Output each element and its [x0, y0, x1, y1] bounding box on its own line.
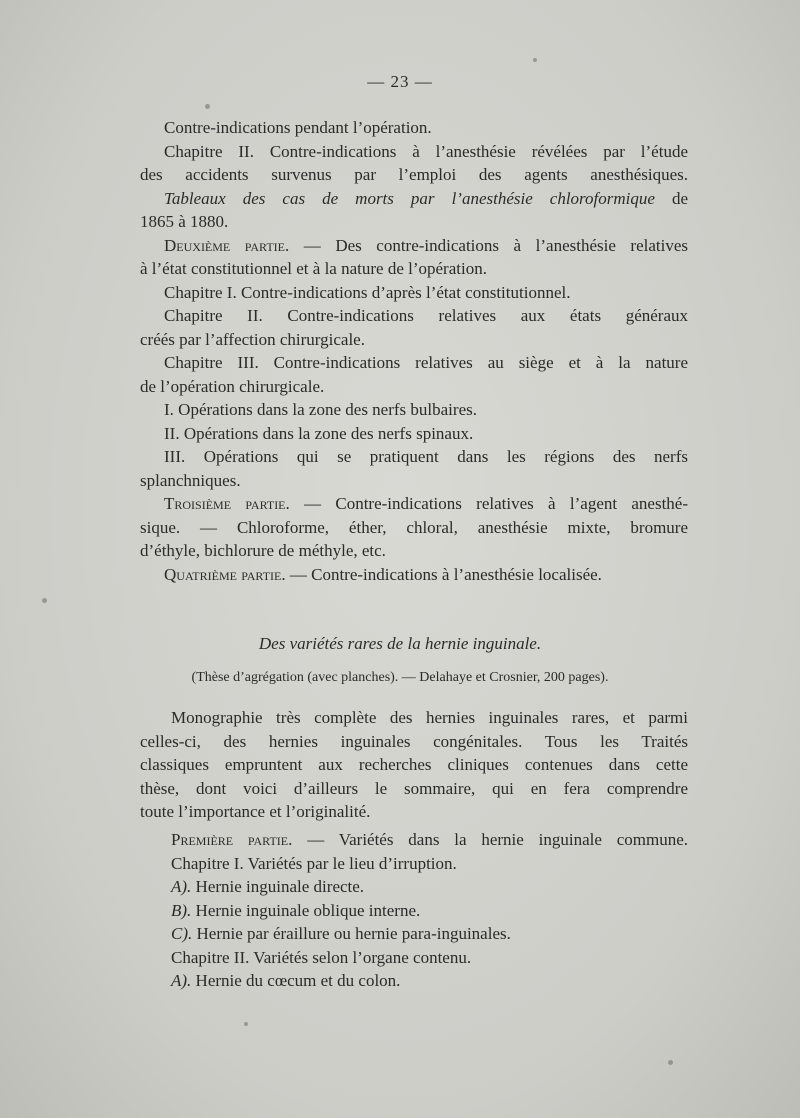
text-line — [140, 899, 688, 923]
text-fragment: Hernie du cœcum et du colon. — [195, 971, 401, 990]
text-fragment: — Variétés dans la hernie inguinale commune. — [307, 830, 689, 849]
italic-title: Tableaux des cas de morts par l’anesthésie chloroformique — [164, 188, 655, 208]
text-fragment: Hernie inguinale oblique interne. — [195, 900, 421, 920]
text-line: Chapitre I. Contre-indications d’après l’état constitutionnel. — [164, 282, 571, 302]
list-marker: C). — [171, 924, 193, 943]
text-line — [140, 187, 688, 211]
text-fragment: — Des contre-indications à l’anesthésie relatives — [303, 235, 689, 255]
text-line: Chapitre II. Contre-indications à l’anesthésie révélées par l’étude — [164, 141, 688, 161]
text-fragment: de — [671, 188, 689, 208]
text-line: I. Opérations dans la zone des nerfs bulbaires. — [164, 400, 477, 419]
ink-spot — [244, 1022, 248, 1026]
summary-part-two — [140, 828, 688, 993]
text-line — [140, 492, 688, 516]
text-fragment: — Contre-indications à l’anesthésie localisée. — [289, 564, 602, 584]
list-marker: A). — [171, 877, 192, 896]
ink-spot — [42, 598, 47, 603]
ink-spot — [668, 1060, 673, 1065]
text-line — [140, 875, 688, 899]
publication-note: (Thèse d’agrégation (avec planches). — Delahaye et Crosnier, 200 pages). — [191, 670, 609, 685]
text-line — [140, 922, 688, 946]
part-label: Deuxième partie. — [164, 235, 290, 255]
text-line: Contre-indications pendant l’opération. — [164, 118, 432, 137]
text-line — [140, 969, 688, 993]
text-line: des accidents survenus par l’emploi des agents anesthésiques. — [140, 165, 688, 184]
text-line: Chapitre II. Variétés selon l’organe contenu. — [171, 947, 472, 967]
text-line: 1865 à 1880. — [140, 212, 229, 231]
list-marker: B). — [171, 900, 192, 920]
section-heading: Des variétés rares de la hernie inguinale. — [258, 634, 542, 653]
text-line — [140, 563, 688, 587]
text-line: créés par l’affection chirurgicale. — [140, 329, 365, 349]
text-line: thèse, dont voici d’ailleurs le sommaire, qui en fera comprendre — [140, 778, 688, 798]
part-label: Troisième partie. — [164, 494, 290, 513]
text-fragment: Hernie par éraillure ou hernie para-inguinales. — [196, 924, 511, 943]
text-line: toute l’importance et l’originalité. — [140, 802, 371, 821]
summary-part-one — [140, 116, 688, 586]
ink-spot — [205, 104, 210, 109]
text-line: classiques empruntent aux recherches cliniques contenues dans cette — [140, 755, 688, 774]
text-fragment: — Contre-indications relatives à l’agent anesthé- — [304, 494, 689, 513]
text-line: III. Opérations qui se pratiquent dans les régions des nerfs — [164, 447, 688, 466]
list-marker: A). — [171, 971, 192, 990]
text-line: Chapitre III. Contre-indications relatives au siège et à la nature — [164, 353, 688, 372]
part-label: Quatrième partie. — [164, 564, 286, 584]
text-line: Monographie très complète des hernies inguinales rares, et parmi — [171, 708, 688, 727]
part-label: Première partie. — [171, 830, 293, 849]
text-line: celles-ci, des hernies inguinales congénitales. Tous les Traités — [140, 731, 688, 751]
text-fragment: Hernie inguinale directe. — [195, 877, 365, 896]
ink-spot — [533, 58, 537, 62]
text-line: sique. — Chloroforme, éther, chloral, anesthésie mixte, bromure — [140, 517, 688, 537]
text-line: Chapitre II. Contre-indications relatives aux états généraux — [164, 306, 688, 325]
text-line — [140, 828, 688, 852]
text-line: de l’opération chirurgicale. — [140, 376, 325, 396]
text-line: Chapitre I. Variétés par le lieu d’irruption. — [171, 853, 457, 873]
monograph-paragraph — [140, 706, 688, 824]
page-number: — 23 — — [367, 72, 433, 91]
text-line: splanchniques. — [140, 470, 241, 490]
text-line: d’éthyle, bichlorure de méthyle, etc. — [140, 541, 386, 560]
text-line — [140, 234, 688, 258]
text-line: II. Opérations dans la zone des nerfs spinaux. — [164, 423, 474, 443]
text-line: à l’état constitutionnel et à la nature de l’opération. — [140, 259, 487, 278]
